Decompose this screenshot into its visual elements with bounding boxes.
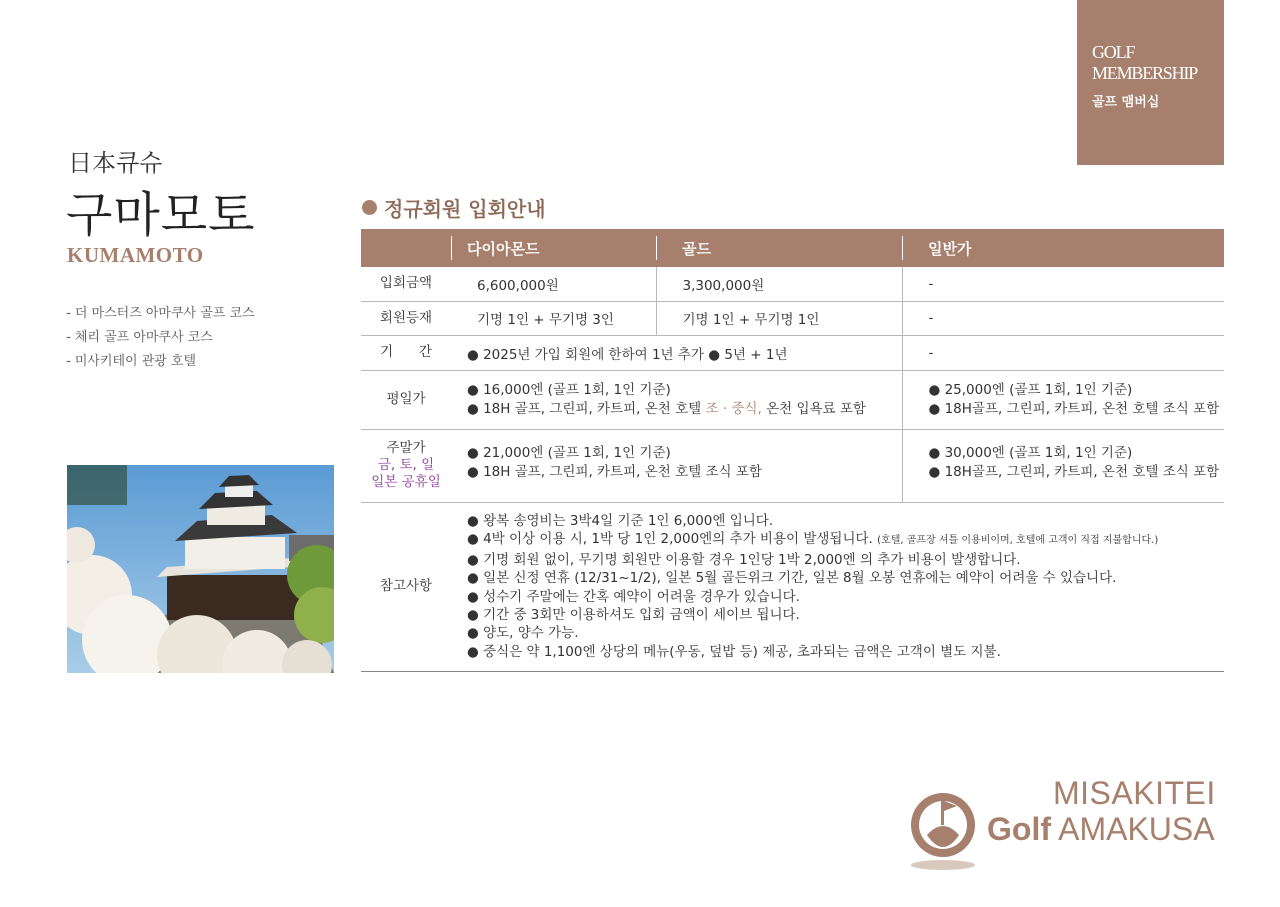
note-item: ● 성수기 주말에는 간혹 예약이 어려울 경우가 있습니다. (467, 588, 801, 605)
meal-accent: 조 · 중식, (705, 400, 762, 417)
weekday-member-includes: ● 18H 골프, 그린피, 카트피, 온천 호텔 조 · 중식, 온천 입욕료 포함 (467, 400, 866, 417)
row-label: 기 간 (361, 335, 451, 370)
cell-general (902, 370, 1224, 429)
misakitei-logo (905, 775, 1225, 870)
note-item: ● 양도, 양수 가능. (467, 625, 579, 642)
row-label: 입회금액 (361, 267, 451, 301)
region-label: 日本큐슈 (68, 149, 163, 177)
section-title-text: 정규회원 입회안내 (384, 197, 546, 221)
note-item: ● 기간 중 3회만 이용하셔도 입회 금액이 세이브 됩니다. (467, 606, 800, 623)
bullet-dot-icon (362, 200, 377, 215)
weekend-days: 금, 토, 일 (377, 457, 435, 473)
badge-title-line1: GOLF (1092, 42, 1135, 62)
badge-title-line2: MEMBERSHIP (1092, 63, 1198, 83)
weekend-general-includes: ● 18H골프, 그린피, 카트피, 온천 호텔 조식 포함 (928, 463, 1220, 480)
facility-list (66, 302, 255, 374)
note-item: ● 기명 회원 없이, 무기명 회원만 이용할 경우 1인당 1박 2,000엔 의 추가 비용이 발생합니다. (467, 551, 1021, 568)
weekday-member-price: ● 16,000엔 (골프 1회, 1인 기준) (467, 381, 671, 398)
table-row (361, 429, 1224, 502)
weekday-general-price: ● 25,000엔 (골프 1회, 1인 기준) (928, 381, 1133, 398)
facility-item: - 체리 골프 아마쿠사 코스 (66, 330, 213, 345)
table-header-row (361, 229, 1224, 267)
row-label (361, 429, 451, 502)
section-title (362, 193, 546, 222)
cell-general (902, 429, 1224, 502)
logo-text-misakitei: MISAKITEI (1053, 775, 1216, 811)
weekend-general-price: ● 30,000엔 (골프 1회, 1인 기준) (928, 444, 1133, 461)
note-item: ● 일본 신정 연휴 (12/31~1/2), 일본 5월 골든위크 기간, 일본 8월 오봉 연휴에는 예약이 어려울 수 있습니다. (467, 570, 1117, 587)
cell-diamond: 6,600,000원 (451, 267, 656, 301)
cell-member (451, 429, 902, 502)
weekend-label: 주말가 (386, 440, 426, 456)
table-row (361, 370, 1224, 429)
cell-notes (451, 502, 1224, 671)
cell-period: ● 2025년 가입 회원에 한하여 1년 추가 ● 5년 + 1년 (451, 335, 902, 370)
table-row (361, 301, 1224, 335)
note-item: ● 4박 이상 이용 시, 1박 당 1인 2,000엔의 추가 비용이 발생됩니다. (호텔, 골프장 셔틀 이용비이며, 호텔에 고객이 직접 지불합니다.) (467, 531, 1159, 548)
cell-general: - (902, 301, 1224, 335)
note-item: ● 중식은 약 1,100엔 상당의 메뉴(우동, 덮밥 등) 제공, 초과되는 금액은 고객이 별도 지불. (467, 643, 1001, 660)
castle-photo (67, 465, 334, 673)
weekday-general-includes: ● 18H골프, 그린피, 카트피, 온천 호텔 조식 포함 (928, 400, 1220, 417)
logo-text-golf-amakusa: Golf AMAKUSA (987, 811, 1215, 847)
note-item: ● 왕복 송영비는 3박4일 기준 1인 6,000엔 입니다. (467, 512, 774, 529)
cell-general: - (902, 267, 1224, 301)
cell-diamond: 기명 1인 + 무기명 3인 (451, 301, 656, 335)
row-label: 평일가 (361, 370, 451, 429)
city-title: 구마모토 (66, 187, 256, 243)
facility-item: - 미사키테이 관광 호텔 (66, 354, 197, 369)
cell-member (451, 370, 902, 429)
weekend-holidays: 일본 공휴일 (371, 474, 441, 490)
header-empty (361, 229, 451, 267)
weekend-member-includes: ● 18H 골프, 그린피, 카트피, 온천 호텔 조식 포함 (467, 463, 762, 480)
row-label: 회원등재 (361, 301, 451, 335)
membership-table (361, 229, 1224, 672)
header-general: 일반가 (902, 229, 1224, 267)
header-diamond: 다이아몬드 (451, 229, 656, 267)
badge-subtitle: 골프 맴버십 (1092, 95, 1160, 110)
weekend-member-price: ● 21,000엔 (골프 1회, 1인 기준) (467, 444, 671, 461)
table-row (361, 335, 1224, 370)
city-title-en: KUMAMOTO (67, 243, 204, 267)
row-label: 참고사항 (361, 502, 451, 671)
golf-ball-icon (905, 787, 985, 877)
header-gold: 골드 (656, 229, 902, 267)
cell-general: - (902, 335, 1224, 370)
cell-gold: 기명 1인 + 무기명 1인 (656, 301, 902, 335)
cell-gold: 3,300,000원 (656, 267, 902, 301)
golf-membership-badge (1077, 0, 1224, 165)
table-row (361, 502, 1224, 671)
note-small: (호텔, 골프장 셔틀 이용비이며, 호텔에 고객이 직접 지불합니다.) (877, 535, 1159, 547)
facility-item: - 더 마스터즈 아마쿠사 골프 코스 (66, 306, 255, 321)
table-row (361, 267, 1224, 301)
